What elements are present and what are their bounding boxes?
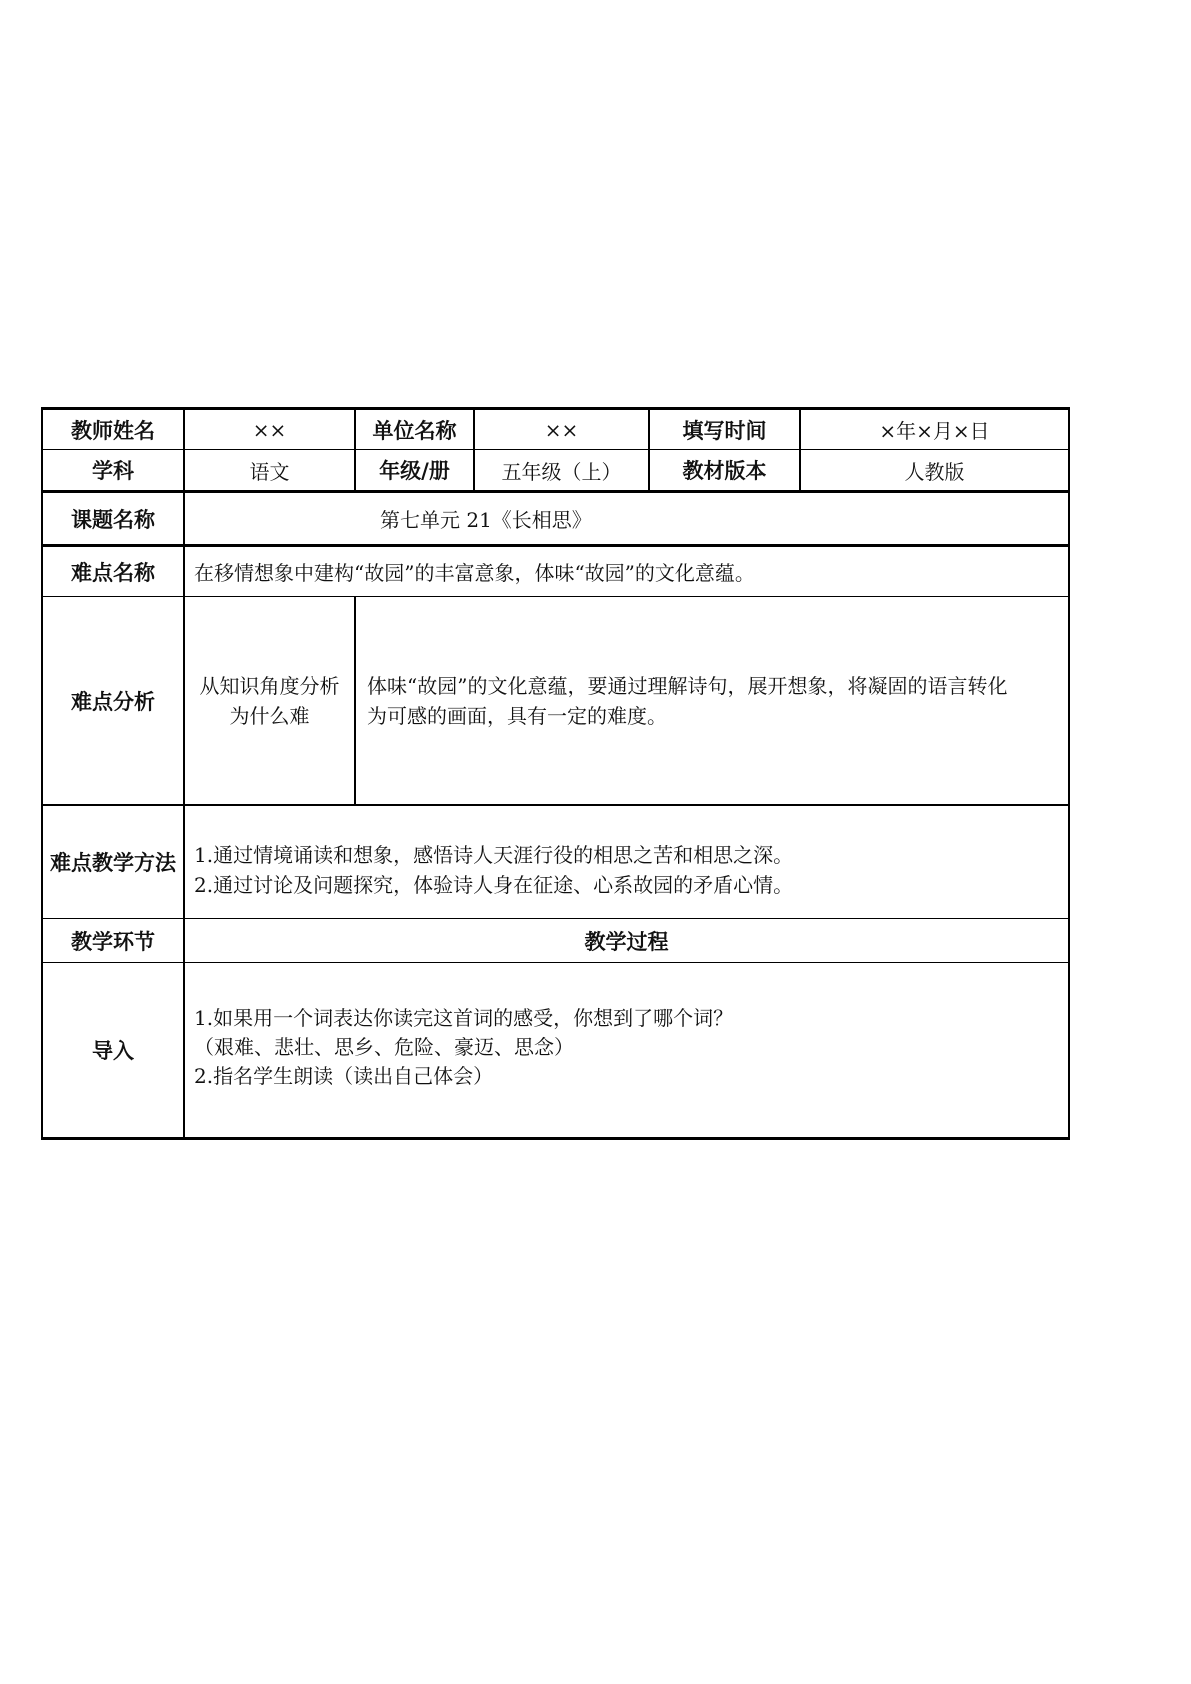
difficulty-analysis-label: 难点分析 [71, 689, 155, 714]
teaching-method-item: 1.通过情境诵读和想象，感悟诗人天涯行役的相思之苦和相思之深。 [194, 843, 794, 867]
teacher-name-label: 教师姓名 [71, 418, 155, 443]
teacher-name-value: ×× [252, 417, 287, 442]
row-divider [41, 962, 1070, 963]
lesson-title-label: 课题名称 [71, 507, 155, 532]
teaching-method-list [194, 831, 1064, 909]
grade-label: 年级/册 [379, 459, 450, 483]
analysis-text [367, 597, 1067, 804]
intro-process-line: 1.如果用一个词表达你读完这首词的感受，你想到了哪个词？ [194, 1006, 734, 1030]
row-divider [41, 804, 1070, 806]
intro-process-line: 2.指名学生朗读（读出自己体会） [194, 1064, 494, 1088]
analysis-text-line: 体味“故园”的文化意蕴，要通过理解诗句，展开想象，将凝固的语言转化 [367, 673, 1008, 698]
teaching-method-item: 2.通过讨论及问题探究，体验诗人身在征途、心系故园的矛盾心情。 [194, 873, 794, 897]
textbook-edition-value: 人教版 [904, 459, 965, 484]
table-outer-right [1068, 407, 1070, 1140]
teaching-stage-header: 教学环节 [71, 929, 155, 954]
fill-date-label: 填写时间 [682, 418, 767, 443]
intro-process-content [194, 1003, 1064, 1103]
intro-process-line: （艰难、悲壮、思乡、危险、豪迈、思念） [194, 1035, 574, 1059]
analysis-perspective-line: 为什么难 [229, 703, 310, 728]
table-outer-bottom [41, 1137, 1070, 1140]
teaching-method-label: 难点教学方法 [50, 851, 176, 875]
fill-date-value: ×年×月×日 [879, 419, 990, 443]
analysis-perspective-label [185, 597, 354, 804]
col-divider [354, 597, 356, 805]
lesson-title-value: 第七单元 21《长相思》 [380, 508, 592, 532]
analysis-perspective-line: 从知识角度分析 [199, 673, 340, 698]
teaching-process-header: 教学过程 [584, 929, 669, 954]
subject-value: 语文 [249, 459, 290, 484]
difficulty-name-value: 在移情想象中建构“故园”的丰富意象，体味“故园”的文化意蕴。 [194, 561, 755, 585]
intro-stage-label: 导入 [92, 1039, 134, 1063]
analysis-text-line: 为可感的画面，具有一定的难度。 [367, 703, 667, 728]
difficulty-name-label: 难点名称 [71, 560, 155, 585]
unit-name-value: ×× [544, 417, 579, 442]
subject-label: 学科 [92, 459, 134, 483]
unit-name-label: 单位名称 [372, 418, 457, 443]
textbook-edition-label: 教材版本 [682, 459, 767, 483]
grade-value: 五年级（上） [501, 459, 622, 484]
